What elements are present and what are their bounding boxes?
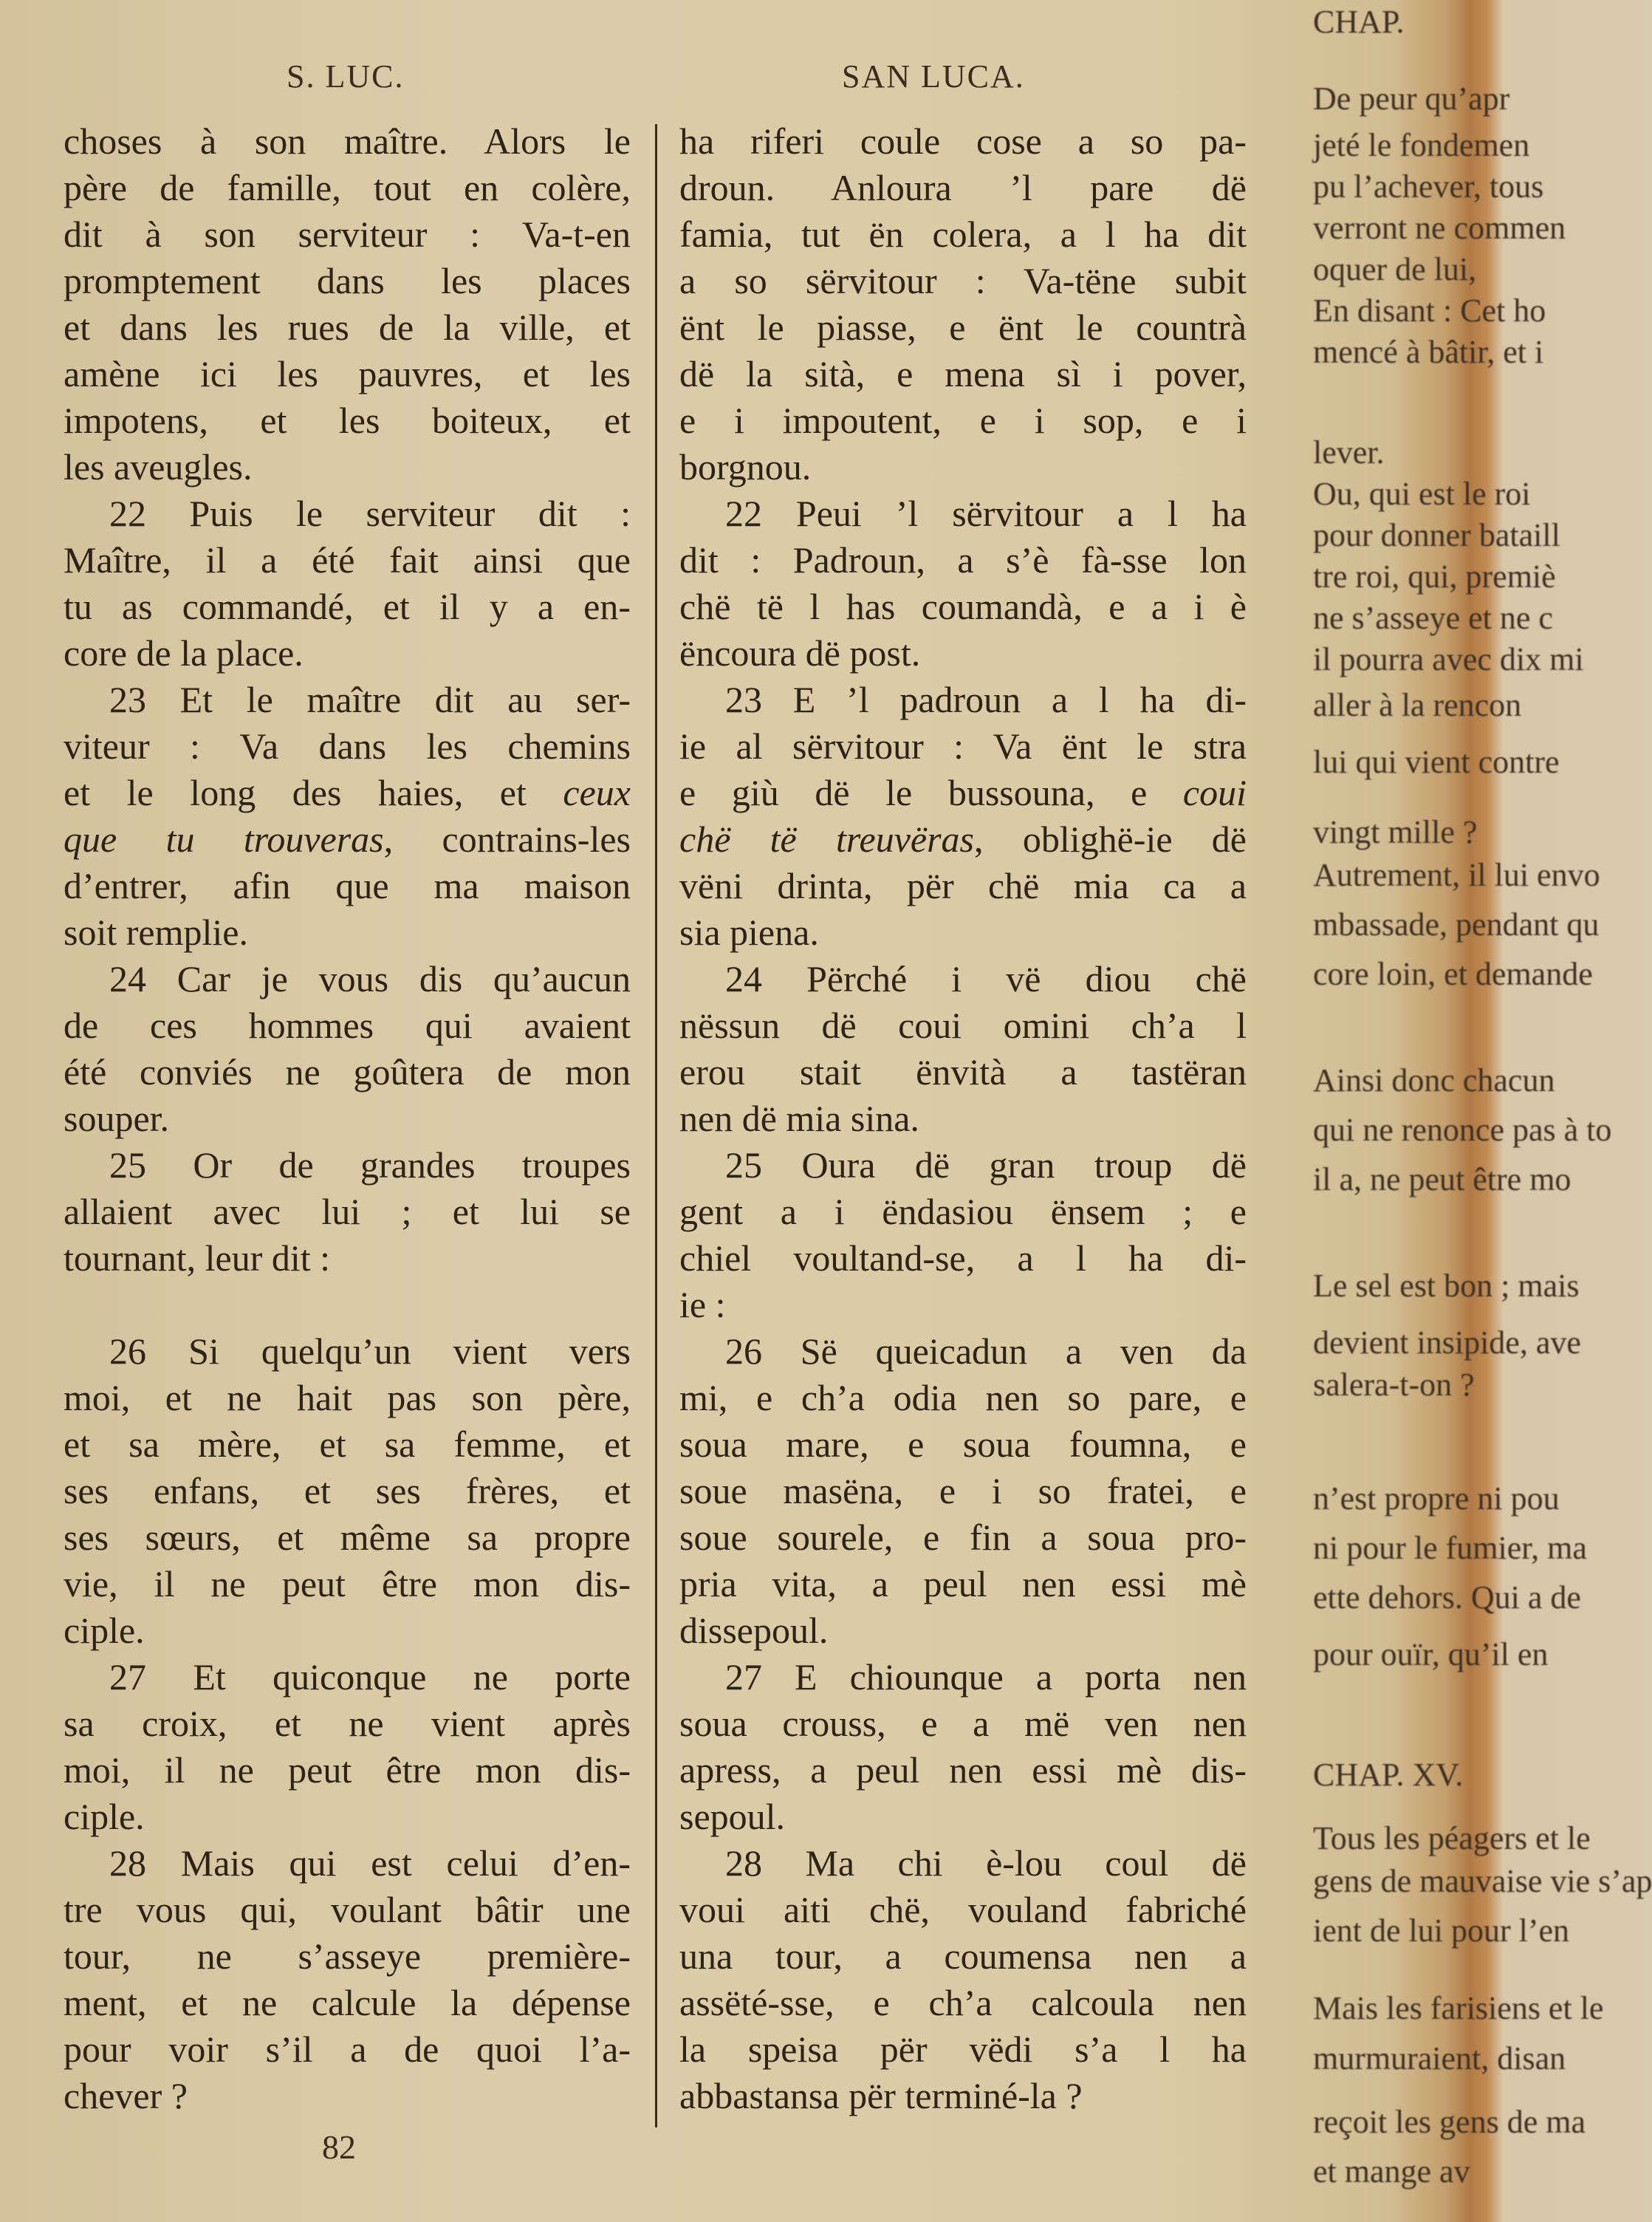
adjacent-page-line: De peur qu’apr	[1313, 81, 1510, 117]
text-line: impotens, et les boiteux, et	[64, 400, 631, 441]
adjacent-page-line: ne s’asseye et ne c	[1313, 600, 1553, 636]
text-line: ënt le piasse, e ënt le countrà	[679, 307, 1247, 348]
verse-line: 28 Mais qui est celui d’en-	[109, 1842, 631, 1884]
adjacent-page-line: vingt mille ?	[1313, 814, 1478, 850]
adjacent-page-line: n’est propre ni pou	[1313, 1480, 1560, 1517]
text-line: été conviés ne goûtera de mon	[64, 1051, 631, 1093]
adjacent-page-line: core loin, et demande	[1313, 956, 1593, 992]
adjacent-page-line: Ainsi donc chacun	[1313, 1062, 1555, 1098]
adjacent-page-line: mbassade, pendant qu	[1313, 906, 1600, 943]
adjacent-page-line: et mange av	[1313, 2153, 1470, 2189]
adjacent-page-line: aller à la rencon	[1313, 687, 1522, 723]
adjacent-page-line: pour donner bataill	[1313, 517, 1560, 553]
verse-line: 22 Peui ’l sërvitour a l ha	[725, 493, 1247, 534]
text-line	[64, 770, 631, 816]
adjacent-page-line: ient de lui pour l’en	[1313, 1912, 1570, 1949]
verse-line: 22 Puis le serviteur dit :	[109, 493, 631, 534]
text-line: amène ici les pauvres, et les	[64, 353, 631, 394]
text-line: ment, et ne calcule la dépense	[64, 1982, 631, 2023]
text-line: la speisa për vëdi s’a l ha	[679, 2028, 1247, 2070]
italic-text: que tu trouveras	[64, 818, 384, 860]
text-line: tour, ne s’asseye première-	[64, 1935, 631, 1977]
text-line: ciple.	[64, 1796, 145, 1837]
text-line: e i impoutent, e i sop, e i	[679, 400, 1247, 441]
text-line: dit à son serviteur : Va-t-en	[64, 213, 631, 255]
verse-line: 28 Ma chi è-lou coul dë	[725, 1842, 1247, 1884]
text-line: nëssun dë coui omini ch’a l	[679, 1005, 1247, 1046]
text-line: ciple.	[64, 1610, 145, 1651]
adjacent-page-line: jeté le fondemen	[1313, 127, 1530, 163]
text-line: Maître, il a été fait ainsi que	[64, 539, 631, 581]
adjacent-page-line: En disant : Cet ho	[1313, 293, 1546, 329]
adjacent-page-line: oquer de lui,	[1313, 251, 1477, 287]
text-line: ses sœurs, et même sa propre	[64, 1517, 631, 1558]
text-line: borgnou.	[679, 446, 812, 488]
text-line: pria vita, a peul nen essi mè	[679, 1563, 1247, 1604]
adjacent-page-line: ette dehors. Qui a de	[1313, 1579, 1581, 1616]
text-line: voui aiti chë, vouland fabriché	[679, 1889, 1247, 1930]
text-line: promptement dans les places	[64, 260, 631, 301]
adjacent-page-line: Le sel est bon ; mais	[1313, 1268, 1580, 1304]
text-line: ha riferi coule cose a so pa-	[679, 120, 1247, 162]
verse-line: 24 Car je vous dis qu’aucun	[109, 958, 631, 999]
text-line: d’entrer, afin que ma maison	[64, 865, 631, 906]
adjacent-page-line: Mais les farisiens et le	[1313, 1990, 1604, 2026]
text-line: erou stait ënvità a tastëran	[679, 1051, 1247, 1093]
text-line: sepoul.	[679, 1796, 786, 1837]
adjacent-page-line: devient insipide, ave	[1313, 1324, 1581, 1361]
text-line: ie al sërvitour : Va ënt le stra	[679, 725, 1247, 767]
column-divider	[655, 124, 657, 2127]
italic-text: coui	[1182, 772, 1247, 813]
text-line: nen dë mia sina.	[679, 1098, 919, 1139]
adjacent-page-line: verront ne commen	[1313, 210, 1566, 246]
text-line	[679, 816, 1247, 863]
text-line: viteur : Va dans les chemins	[64, 725, 631, 767]
text-line: droun. Anloura ’l pare dë	[679, 167, 1247, 208]
verse-line: 25 Oura dë gran troup dë	[725, 1144, 1247, 1186]
adjacent-page-line: lever.	[1313, 434, 1385, 471]
adjacent-page-line: tre roi, qui, premiè	[1313, 558, 1556, 595]
text-line: chever ?	[64, 2075, 188, 2116]
text-line: dissepoul.	[679, 1610, 829, 1651]
adjacent-page-line: Tous les péagers et le	[1313, 1820, 1591, 1856]
verse-line: 27 E chiounque a porta nen	[725, 1656, 1247, 1698]
text-line: ses enfans, et ses frères, et	[64, 1470, 631, 1511]
text-segment: et le long des haies, et	[64, 772, 563, 813]
text-line: et sa mère, et sa femme, et	[64, 1423, 631, 1465]
adjacent-page-line: CHAP. XV.	[1313, 1757, 1464, 1793]
text-line: allaient avec lui ; et lui se	[64, 1191, 631, 1232]
text-line: moi, il ne peut être mon dis-	[64, 1749, 631, 1791]
adjacent-page-line: Autrement, il lui envo	[1313, 857, 1600, 893]
adjacent-page-line: murmuraient, disan	[1313, 2040, 1566, 2076]
text-line: apress, a peul nen essi mè dis-	[679, 1749, 1247, 1791]
text-line: soue masëna, e i so fratei, e	[679, 1470, 1247, 1511]
text-segment: , oblighë-ie dë	[974, 818, 1247, 860]
text-line: chë të l has coumandà, e a i è	[679, 586, 1247, 627]
text-line: core de la place.	[64, 632, 304, 674]
verse-line: 23 E ’l padroun a l ha di-	[725, 679, 1247, 720]
text-line: moi, et ne hait pas son père,	[64, 1377, 631, 1418]
text-line: dit : Padroun, a s’è fà-sse lon	[679, 539, 1247, 581]
adjacent-page-line: lui qui vient contre	[1313, 744, 1560, 780]
text-line	[64, 816, 631, 863]
text-line: tournant, leur dit :	[64, 1237, 331, 1279]
text-line: tre vous qui, voulant bâtir une	[64, 1889, 631, 1930]
text-line: tu as commandé, et il y a en-	[64, 586, 631, 627]
text-line: vëni drinta, për chë mia ca a	[679, 865, 1247, 906]
text-line	[679, 770, 1247, 816]
text-line: et dans les rues de la ville, et	[64, 307, 631, 348]
text-line: ie :	[679, 1284, 726, 1325]
text-line: les aveugles.	[64, 446, 253, 488]
verse-line: 25 Or de grandes troupes	[109, 1144, 631, 1186]
adjacent-page-line: qui ne renonce pas à to	[1313, 1112, 1612, 1148]
text-line: sia piena.	[679, 912, 819, 953]
adjacent-page-line: salera-t-on ?	[1313, 1367, 1475, 1403]
text-line: famia, tut ën colera, a l ha dit	[679, 213, 1247, 255]
verse-line: 24 Përché i vë diou chë	[725, 958, 1247, 999]
italic-text: ceux	[563, 772, 631, 813]
verse-line: 26 Së queicadun a ven da	[725, 1330, 1247, 1372]
text-line: sa croix, et ne vient après	[64, 1703, 631, 1744]
verse-line: 23 Et le maître dit au ser-	[109, 679, 631, 720]
text-line: pour voir s’il a de quoi l’a-	[64, 2028, 631, 2070]
text-line: gent a i ëndasiou ënsem ; e	[679, 1191, 1247, 1232]
text-line: père de famille, tout en colère,	[64, 167, 631, 208]
verse-line: 27 Et quiconque ne porte	[109, 1656, 631, 1698]
text-line: mi, e ch’a odia nen so pare, e	[679, 1377, 1247, 1418]
adjacent-page-line: reçoit les gens de ma	[1313, 2104, 1586, 2140]
text-line: vie, il ne peut être mon dis-	[64, 1563, 631, 1604]
adjacent-page	[1306, 0, 1652, 2222]
adjacent-page-line: CHAP.	[1313, 4, 1405, 40]
text-line: de ces hommes qui avaient	[64, 1005, 631, 1046]
italic-text: chë të treuvëras	[679, 818, 975, 860]
text-line: dë la sità, e mena sì i pover,	[679, 353, 1247, 394]
text-line: souper.	[64, 1098, 170, 1139]
text-line: chiel voultand-se, a l ha di-	[679, 1237, 1247, 1279]
adjacent-page-line: ni pour le fumier, ma	[1313, 1530, 1587, 1566]
running-header-right: SAN LUCA.	[842, 58, 1025, 95]
page-number: 82	[322, 2128, 356, 2166]
adjacent-page-line: mencé à bâtir, et i	[1313, 334, 1544, 370]
running-header-left: S. LUC.	[287, 58, 405, 95]
text-line: ëncoura dë post.	[679, 632, 921, 674]
verse-line: 26 Si quelqu’un vient vers	[109, 1330, 631, 1372]
adjacent-page-line: pu l’achever, tous	[1313, 168, 1544, 205]
text-line: soit remplie.	[64, 912, 248, 953]
text-line: soua crouss, e a më ven nen	[679, 1703, 1247, 1744]
text-line: choses à son maître. Alors le	[64, 120, 631, 162]
text-line: una tour, a coumensa nen a	[679, 1935, 1247, 1977]
text-line: soua mare, e soua foumna, e	[679, 1423, 1247, 1465]
adjacent-page-line: pour ouïr, qu’il en	[1313, 1636, 1549, 1672]
adjacent-page-line: Ou, qui est le roi	[1313, 476, 1531, 512]
text-line: abbastansa për terminé-la ?	[679, 2075, 1083, 2116]
adjacent-page-line: il pourra avec dix mi	[1313, 641, 1584, 677]
text-line: assëté-sse, e ch’a calcoula nen	[679, 1982, 1247, 2023]
adjacent-page-line: il a, ne peut être mo	[1313, 1161, 1572, 1197]
text-line: a so sërvitour : Va-tëne subit	[679, 260, 1247, 301]
text-line: soue sourele, e fin a soua pro-	[679, 1517, 1247, 1558]
adjacent-page-line: gens de mauvaise vie s’ap	[1313, 1863, 1652, 1899]
text-segment: , contrains-les	[383, 818, 631, 860]
text-segment: e giù dë le bussouna, e	[679, 772, 1183, 813]
